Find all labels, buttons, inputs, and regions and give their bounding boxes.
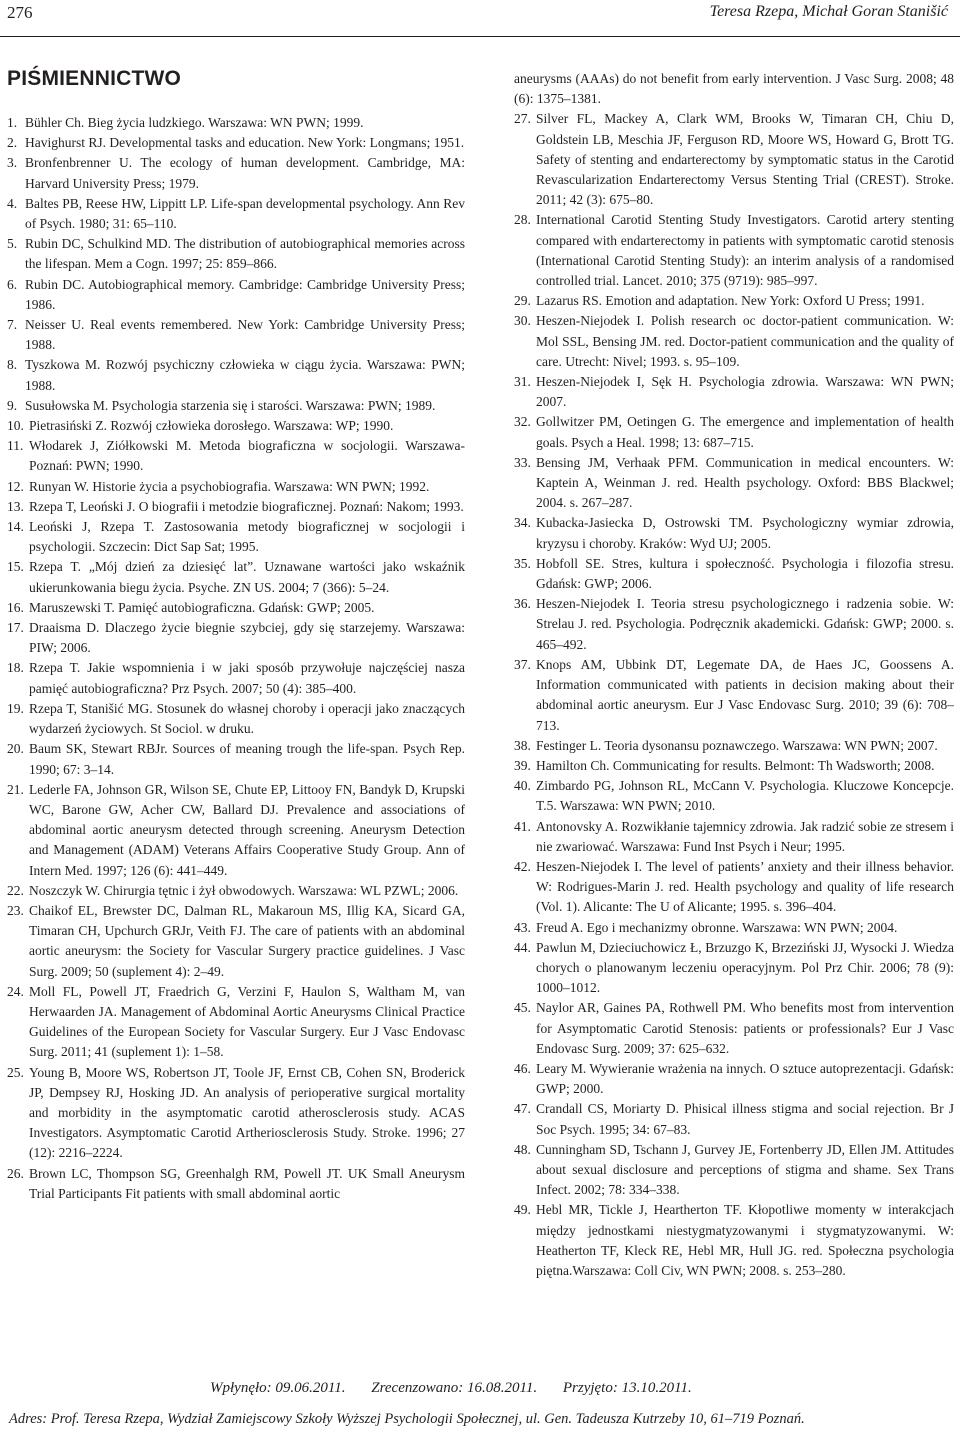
reference-item xyxy=(7,881,465,901)
reference-number: 37. xyxy=(514,656,531,672)
reference-text: International Carotid Stenting Study Investigators. Carotid artery stenting compared with endarterectomy in patients with symptomatic carotid stenosis (International Carotid Stenting Study): an interim analysis of a randomised controlled trial. Lancet. 2010; 375 (9719): 985–997. xyxy=(536,212,954,289)
reference-text: Brown LC, Thompson SG, Greenhalgh RM, Powell JT. UK Small Aneurysm Trial Participants Fit patients with small abdominal aortic xyxy=(29,1165,465,1201)
reference-text: Chaikof EL, Brewster DC, Dalman RL, Makaroun MS, Illig KA, Sicard GA, Timaran CH, Upchurch GRJr, Veith FJ. The care of patients with an abdominal aortic aneurysm: the Society for Vascular Surgery practice guidelines. J Vasc Surg. 2009; 50 (suplement 4): 2–49. xyxy=(29,902,465,979)
reference-item xyxy=(514,776,954,816)
reference-text: Rzepa T, Stanišić MG. Stosunek do własnej choroby i operacji jako znaczących wydarzeń życiowych. St Sociol. w druku. xyxy=(29,700,465,737)
reference-number: 33. xyxy=(514,454,531,470)
page-number: 276 xyxy=(7,3,33,22)
reference-text: Baltes PB, Reese HW, Lippitt LP. Life-span developmental psychology. Ann Rev of Psych. 1980; 31: 65–110. xyxy=(25,195,465,232)
reference-item xyxy=(7,618,465,658)
reference-text: Rubin DC. Autobiographical memory. Cambridge: Cambridge University Press; 1986. xyxy=(25,276,465,312)
reference-item xyxy=(7,153,465,193)
reference-number: 49. xyxy=(514,1202,531,1218)
reference-number: 38. xyxy=(514,737,531,753)
reference-item xyxy=(514,857,954,918)
reference-number: 35. xyxy=(514,555,531,571)
reference-number: 20. xyxy=(7,741,24,757)
reference-number: 13. xyxy=(7,498,24,514)
reference-number: 15. xyxy=(7,559,24,575)
reference-item xyxy=(514,998,954,1059)
reference-number: 5. xyxy=(7,236,18,252)
reference-number: 48. xyxy=(514,1141,531,1157)
reference-text: Havighurst RJ. Developmental tasks and education. New York: Longmans; 1951. xyxy=(25,135,465,151)
reference-text: Zimbardo PG, Johnson RL, McCann V. Psychologia. Kluczowe Koncepcje. T.5. Warszawa: WN PWN; 2010. xyxy=(536,778,954,814)
reference-text: Leoński J, Rzepa T. Zastosowania metody biograficznej w socjologii i psychologii. Szczecin: Dict Sap Sat; 1995. xyxy=(29,519,465,555)
reference-text: Baum SK, Stewart RBJr. Sources of meaning trough the life-span. Psych Rep. 1990; 67: 3–14. xyxy=(29,741,465,777)
reference-item xyxy=(514,513,954,553)
reference-item xyxy=(7,780,465,881)
reference-item xyxy=(7,598,465,618)
reference-text: Leary M. Wywieranie wrażenia na innych. O sztuce autoprezentacji. Gdańsk: GWP; 2000. xyxy=(536,1060,955,1097)
reference-text: Heszen-Niejodek I. Polish research oc doctor-patient communication. W: Mol SSL, Bensing JM. red. Doctor-patient communication and the quality of care. Utrecht: Nivel; 1993. s. 95–109. xyxy=(536,313,954,369)
reference-text: Heszen-Niejodek I, Sęk H. Psychologia zdrowia. Warszawa: WN PWN; 2007. xyxy=(536,374,954,410)
reference-item xyxy=(514,938,954,999)
references-right-column xyxy=(514,69,954,1281)
dates-line xyxy=(210,1380,714,1397)
reference-text: Knops AM, Ubbink DT, Legemate DA, de Haes JC, Goossens A. Information communicated with patients in decision making about their abdominal aortic aneurysm. Eur J Vasc Endovasc Surg. 2010; 39 (6): 708–713. xyxy=(536,656,954,733)
reviewed-date: Zrecenzowano: 16.08.2011. xyxy=(371,1380,538,1396)
reference-item xyxy=(514,109,954,210)
reference-text: Rubin DC, Schulkind MD. The distribution of autobiographical memories across the lifespan. Mem a Cogn. 1997; 25: 859–866. xyxy=(25,236,465,272)
reference-number: 14. xyxy=(7,519,24,535)
reference-number: 29. xyxy=(514,293,531,309)
reference-number: 25. xyxy=(7,1064,24,1080)
reference-item xyxy=(514,918,954,938)
reference-item xyxy=(514,412,954,452)
reference-number: 46. xyxy=(514,1060,531,1076)
reference-number: 1. xyxy=(7,115,18,130)
reference-item xyxy=(514,1059,954,1099)
reference-item xyxy=(7,436,465,476)
reference-text: Lazarus RS. Emotion and adaptation. New York: Oxford U Press; 1991. xyxy=(536,293,925,309)
reference-item xyxy=(514,1099,954,1139)
reference-number: 21. xyxy=(7,781,24,797)
reference-text: Cunningham SD, Tschann J, Gurvey JE, Fortenberry JD, Ellen JM. Attitudes about sexual disclosure and perceptions of stigma and shame. Sex Trans Infect. 2002; 78: 334–338. xyxy=(536,1141,954,1198)
reference-text: Draaisma D. Dlaczego życie biegnie szybciej, gdy się starzejemy. Warszawa: PIW; 2006. xyxy=(29,620,465,656)
reference-item xyxy=(7,1164,465,1204)
reference-number: 11. xyxy=(7,438,24,454)
reference-number: 30. xyxy=(514,313,531,329)
reference-number: 43. xyxy=(514,919,531,935)
reference-text: Young B, Moore WS, Robertson JT, Toole JF, Ernst CB, Cohen SN, Broderick JP, Dempsey RJ, Hosking JD. An analysis of perioperative surgical mortality and morbidity in the asymptomatic carotid atherosclerosis study. ACAS Investigators. Asymptomatic Carotid Artheriosclerosis Study. Stroke. 1996; 27 (12): 2216–2224. xyxy=(29,1064,465,1161)
reference-number: 9. xyxy=(7,397,18,413)
reference-number: 39. xyxy=(514,757,531,773)
reference-item xyxy=(7,901,465,982)
reference-text: Silver FL, Mackey A, Clark WM, Brooks W, Timaran CH, Chiu D, Goldstein LB, Meschia JF, Ferguson RD, Moore WS, Howard G, Brott TG. Safety of stenting and endarterectomy by symptomatic status in the Carotid Revascularization Endarterectomy Versus Stenting Trial (CREST). Stroke. 2011; 42 (3): 675–80. xyxy=(536,111,954,208)
reference-text: Susułowska M. Psychologia starzenia się i starości. Warszawa: PWN; 1989. xyxy=(25,397,436,413)
reference-number: 22. xyxy=(7,882,24,898)
reference-item xyxy=(514,554,954,594)
reference-item xyxy=(7,194,465,234)
reference-item xyxy=(514,736,954,756)
reference-item xyxy=(7,396,465,416)
running-header-authors: Teresa Rzepa, Michał Goran Stanišić xyxy=(709,3,948,20)
reference-item xyxy=(7,658,465,698)
reference-item xyxy=(7,517,465,557)
reference-item xyxy=(7,1063,465,1164)
reference-item xyxy=(7,234,465,274)
reference-text: Crandall CS, Moriarty D. Phisical illness stigma and social rejection. Br J Soc Psych. 1995; 34: 67–83. xyxy=(536,1101,954,1137)
reference-text: Runyan W. Historie życia a psychobiografia. Warszawa: WN PWN; 1992. xyxy=(29,478,430,494)
reference-text: Moll FL, Powell JT, Fraedrich G, Verzini F, Haulon S, Waltham M, van Herwaarden JA. Management of Abdominal Aortic Aneurysms Clinical Practice Guidelines of the European Society for Vascular Surgery. Eur J Vasc Endovasc Surg. 2011; 41 (suplement 1): 1–58. xyxy=(29,983,465,1060)
reference-text: Gollwitzer PM, Oetingen G. The emergence and implementation of health goals. Psych a Heal. 1998; 13: 687–715. xyxy=(536,414,954,450)
accepted-date: Przyjęto: 13.10.2011. xyxy=(562,1380,692,1396)
reference-number: 17. xyxy=(7,620,24,636)
reference-item xyxy=(514,756,954,776)
reference-item xyxy=(7,497,465,517)
reference-number: 12. xyxy=(7,478,24,494)
references-left-column xyxy=(7,113,465,1204)
reference-item xyxy=(7,355,465,395)
reference-item xyxy=(7,982,465,1063)
reference-text: Festinger L. Teoria dysonansu poznawczego. Warszawa: WN PWN; 2007. xyxy=(536,737,938,753)
reference-number: 8. xyxy=(7,357,18,373)
reference-text: Tyszkowa M. Rozwój psychiczny człowieka w ciągu życia. Warszawa: PWN; 1988. xyxy=(25,357,465,393)
reference-number: 18. xyxy=(7,660,24,676)
reference-text: Bronfenbrenner U. The ecology of human development. Cambridge, MA: Harvard University Press; 1979. xyxy=(25,155,465,191)
reference-item xyxy=(514,210,954,291)
reference-text: Pawlun M, Dzieciuchowicz Ł, Brzuzgo K, Brzeziński JJ, Wysocki J. Wiedza chorych o planowanym leczeniu operacyjnym. Pol Prz Chir. 2006; 78 (9): 1000–1012. xyxy=(536,939,954,996)
reference-text: Włodarek J, Ziółkowski M. Metoda biograficzna w socjologii. Warszawa-Poznań: PWN; 1990. xyxy=(29,438,465,474)
reference-number: 28. xyxy=(514,212,531,228)
reference-continuation: aneurysms (AAAs) do not benefit from early intervention. J Vasc Surg. 2008; 48 (6): 1375–1381. xyxy=(514,71,954,107)
reference-item xyxy=(7,557,465,597)
reference-text: Heszen-Niejodek I. Teoria stresu psychologicznego i radzenia sobie. W: Strelau J. red. Psychologia. Podręcznik akademicki. Gdańsk: GWP; 2000. s. 465–492. xyxy=(536,596,954,652)
reference-text: Hamilton Ch. Communicating for results. Belmont: Th Wadsworth; 2008. xyxy=(536,757,935,773)
reference-text: Freud A. Ego i mechanizmy obronne. Warszawa: WN PWN; 2004. xyxy=(536,919,898,935)
reference-item xyxy=(7,477,465,497)
reference-text: Pietrasiński Z. Rozwój człowieka dorosłego. Warszawa: WP; 1990. xyxy=(29,418,394,434)
reference-item xyxy=(514,655,954,736)
reference-number: 47. xyxy=(514,1101,531,1117)
reference-number: 10. xyxy=(7,418,24,434)
reference-number: 7. xyxy=(7,317,18,333)
reference-number: 6. xyxy=(7,276,18,292)
section-title: PIŚMIENNICTWO xyxy=(7,67,182,90)
reference-item xyxy=(514,1140,954,1201)
reference-number: 44. xyxy=(514,939,531,955)
reference-number: 34. xyxy=(514,515,531,531)
reference-text: Rzepa T. Jakie wspomnienia i w jaki sposób przywołuje najczęściej nasza pamięć autobiograficzna? Prz Psych. 2007; 50 (4): 385–400. xyxy=(29,660,465,696)
reference-number: 19. xyxy=(7,700,24,716)
reference-item xyxy=(7,699,465,739)
reference-item xyxy=(7,739,465,779)
reference-number: 32. xyxy=(514,414,531,430)
reference-number: 45. xyxy=(514,1000,531,1016)
header-rule xyxy=(0,36,960,37)
reference-text: Noszczyk W. Chirurgia tętnic i żył obwodowych. Warszawa: WL PZWL; 2006. xyxy=(29,882,459,898)
reference-number: 26. xyxy=(7,1165,24,1181)
reference-item xyxy=(514,817,954,857)
reference-item xyxy=(514,372,954,412)
reference-text: Rzepa T, Leoński J. O biografii i metodzie biograficznej. Poznań: Nakom; 1993. xyxy=(29,498,464,514)
reference-item xyxy=(514,453,954,514)
reference-text: Lederle FA, Johnson GR, Wilson SE, Chute EP, Littooy FN, Bandyk D, Krupski WC, Barone GW, Acher CW, Ballard DJ. Prevalence and associations of abdominal aortic aneurysm detected through screening. Aneurysm Detection and Management (ADAM) Veterans Affairs Cooperative Study Group. Ann of Intern Med. 1997; 126 (6): 441–449. xyxy=(29,781,465,878)
reference-text: Heszen-Niejodek I. The level of patients’ anxiety and their illness behavior. W: Rodrigues-Marin J. red. Health psychology and quality of life research (Vol. 1). Alicante: The U of Alicante; 1995. s. 396–404. xyxy=(536,858,954,915)
reference-item xyxy=(7,315,465,355)
reference-number: 16. xyxy=(7,599,24,615)
reference-item xyxy=(514,1200,954,1281)
reference-item xyxy=(7,133,465,153)
reference-item xyxy=(514,291,954,311)
received-date: Wpłynęło: 09.06.2011. xyxy=(210,1380,346,1396)
reference-text: Hebl MR, Tickle J, Heartherton TF. Kłopotliwe momenty w interakcjach między jednostkami niestygmatyzowanymi i stygmatyzowanymi. W: Heatherton TF, Kleck RE, Hebl MR, Hull JG. red. Społeczna psychologia piętna.Warszawa: Coll Civ, WN PWN; 2008. s. 253–280. xyxy=(536,1202,954,1278)
reference-number: 42. xyxy=(514,858,531,874)
reference-text: Kubacka-Jasiecka D, Ostrowski TM. Psychologiczny wymiar zdrowia, kryzysu i choroby. Kraków: Wyd UJ; 2005. xyxy=(536,515,954,551)
reference-text: Bensing JM, Verhaak PFM. Communication in medical encounters. W: Kaptein A, Weinman J. red. Health psychology. Oxford: BBS Blackwel; 2004. s. 267–287. xyxy=(536,454,954,511)
reference-text: Hobfoll SE. Stres, kultura i społeczność. Psychologia i filozofia stresu. Gdańsk: GWP; 2006. xyxy=(536,555,954,592)
reference-number: 4. xyxy=(7,195,18,211)
reference-number: 2. xyxy=(7,135,18,151)
reference-text: Rzepa T. „Mój dzień za dziesięć lat”. Uznawane wartości jako wskaźnik ukierunkowania biegu życia. Psyche. ZN US. 2004; 7 (366): 5–24. xyxy=(29,559,465,595)
reference-text: Antonovsky A. Rozwikłanie tajemnicy zdrowia. Jak radzić sobie ze stresem i nie zwariować. Warszawa: Fund Inst Psych i Neur; 1995. xyxy=(536,818,954,854)
reference-number: 24. xyxy=(7,983,24,999)
reference-number: 36. xyxy=(514,596,531,612)
reference-text: Maruszewski T. Pamięć autobiograficzna. Gdańsk: GWP; 2005. xyxy=(29,599,375,615)
reference-item xyxy=(514,594,954,655)
reference-text: Bühler Ch. Bieg życia ludzkiego. Warszawa: WN PWN; 1999. xyxy=(25,115,364,130)
reference-item xyxy=(7,113,465,133)
reference-number: 3. xyxy=(7,155,18,171)
reference-item xyxy=(7,416,465,436)
reference-item xyxy=(514,311,954,372)
reference-number: 41. xyxy=(514,818,531,834)
reference-text: Neisser U. Real events remembered. New York: Cambridge University Press; 1988. xyxy=(25,317,465,353)
reference-text: Naylor AR, Gaines PA, Rothwell PM. Who benefits most from intervention for Asymptomatic Carotid Stenosis: patients or professionals? Eur J Vasc Endovasc Surg. 2009; 37: 625–632. xyxy=(536,1000,954,1056)
reference-number: 40. xyxy=(514,778,531,794)
reference-number: 23. xyxy=(7,902,24,918)
reference-item xyxy=(7,275,465,315)
reference-number: 27. xyxy=(514,111,531,127)
correspondence-address: Adres: Prof. Teresa Rzepa, Wydział Zamiejscowy Szkoły Wyższej Psychologii Społecznej, ul. Gen. Tadeusza Kutrzeby 10, 61–719 Poznań. xyxy=(9,1411,805,1427)
reference-number: 31. xyxy=(514,374,531,390)
